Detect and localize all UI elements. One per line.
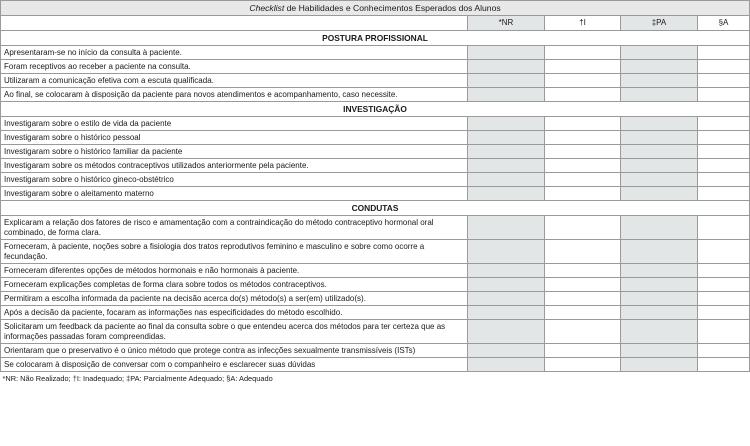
rating-cell-i[interactable] [545,117,621,131]
item-text: Investigaram sobre o histórico pessoal [1,131,468,145]
rating-cell-i[interactable] [545,88,621,102]
header-blank-cell [1,16,468,31]
rating-cell-a[interactable] [698,159,750,173]
rating-cell-pa[interactable] [621,173,698,187]
table-row [1,173,750,187]
rating-cell-i[interactable] [545,74,621,88]
rating-cell-pa[interactable] [621,216,698,240]
item-text: Investigaram sobre o histórico gineco-obstétrico [1,173,468,187]
rating-cell-a[interactable] [698,60,750,74]
rating-cell-a[interactable] [698,131,750,145]
rating-cell-i[interactable] [545,145,621,159]
table-row [1,358,750,372]
rating-cell-i[interactable] [545,264,621,278]
rating-cell-nr[interactable] [468,216,545,240]
rating-cell-pa[interactable] [621,145,698,159]
table-row [1,74,750,88]
table-row [1,320,750,344]
table-row [1,264,750,278]
section-heading: CONDUTAS [1,201,750,216]
rating-cell-nr[interactable] [468,159,545,173]
rating-cell-i[interactable] [545,187,621,201]
rating-cell-pa[interactable] [621,131,698,145]
table-title [1,1,750,16]
table-row [1,278,750,292]
column-header-pa: ‡PA [621,16,698,31]
item-text: Investigaram sobre o histórico familiar da paciente [1,145,468,159]
rating-cell-nr[interactable] [468,117,545,131]
table-row [1,344,750,358]
item-text: Ao final, se colocaram à disposição da paciente para novos atendimentos e acompanhamento, caso necessite. [1,88,468,102]
rating-cell-i[interactable] [545,60,621,74]
rating-cell-a[interactable] [698,306,750,320]
rating-cell-pa[interactable] [621,292,698,306]
rating-cell-nr[interactable] [468,74,545,88]
rating-cell-pa[interactable] [621,74,698,88]
rating-cell-a[interactable] [698,145,750,159]
rating-cell-pa[interactable] [621,358,698,372]
rating-cell-pa[interactable] [621,187,698,201]
rating-cell-pa[interactable] [621,60,698,74]
rating-cell-a[interactable] [698,117,750,131]
table-row [1,46,750,60]
rating-cell-nr[interactable] [468,306,545,320]
rating-cell-i[interactable] [545,320,621,344]
table-row [1,131,750,145]
rating-cell-pa[interactable] [621,46,698,60]
item-text: Após a decisão da paciente, focaram as informações nas especificidades do método escolhido. [1,306,468,320]
table-row [1,187,750,201]
item-text: Permitiram a escolha informada da paciente na decisão acerca do(s) método(s) a ser(em) utilizado(s). [1,292,468,306]
rating-cell-i[interactable] [545,131,621,145]
item-text: Forneceram explicações completas de forma clara sobre todos os métodos contraceptivos. [1,278,468,292]
rating-cell-a[interactable] [698,187,750,201]
rating-cell-a[interactable] [698,292,750,306]
rating-cell-pa[interactable] [621,240,698,264]
rating-cell-pa[interactable] [621,278,698,292]
rating-cell-i[interactable] [545,173,621,187]
table-row [1,159,750,173]
rating-cell-nr[interactable] [468,88,545,102]
table-row [1,88,750,102]
item-text: Solicitaram um feedback da paciente ao final da consulta sobre o que entendeu acerca dos métodos para ter certeza que as informações passadas foram compreendidas. [1,320,468,344]
item-text: Apresentaram-se no início da consulta à paciente. [1,46,468,60]
table-row [1,306,750,320]
rating-cell-a[interactable] [698,240,750,264]
rating-cell-nr[interactable] [468,240,545,264]
item-text: Investigaram sobre os métodos contraceptivos utilizados anteriormente pela paciente. [1,159,468,173]
rating-cell-a[interactable] [698,46,750,60]
rating-cell-a[interactable] [698,173,750,187]
table-row [1,117,750,131]
title-italic: Checklist [249,3,285,13]
rating-cell-i[interactable] [545,278,621,292]
rating-cell-pa[interactable] [621,306,698,320]
rating-cell-nr[interactable] [468,60,545,74]
table-row [1,292,750,306]
rating-cell-nr[interactable] [468,187,545,201]
column-header-a: §A [698,16,750,31]
rating-cell-pa[interactable] [621,344,698,358]
rating-cell-pa[interactable] [621,88,698,102]
table-row [1,145,750,159]
item-text: Utilizaram a comunicação efetiva com a escuta qualificada. [1,74,468,88]
rating-cell-pa[interactable] [621,264,698,278]
rating-cell-pa[interactable] [621,117,698,131]
rating-cell-a[interactable] [698,320,750,344]
table-row [1,240,750,264]
section-heading: POSTURA PROFISSIONAL [1,31,750,46]
section-heading: INVESTIGAÇÃO [1,102,750,117]
rating-cell-nr[interactable] [468,292,545,306]
item-text: Forneceram, à paciente, noções sobre a fisiologia dos tratos reprodutivos feminino e masculino e sobre como ocorre a fecundação. [1,240,468,264]
rating-cell-nr[interactable] [468,145,545,159]
item-text: Se colocaram à disposição de conversar com o companheiro e esclarecer suas dúvidas [1,358,468,372]
rating-cell-nr[interactable] [468,264,545,278]
rating-cell-pa[interactable] [621,320,698,344]
rating-cell-i[interactable] [545,46,621,60]
rating-cell-nr[interactable] [468,173,545,187]
rating-cell-nr[interactable] [468,278,545,292]
rating-cell-nr[interactable] [468,46,545,60]
rating-cell-i[interactable] [545,344,621,358]
item-text: Investigaram sobre o estilo de vida da paciente [1,117,468,131]
title-rest: de Habilidades e Conhecimentos Esperados dos Alunos [284,3,501,13]
item-text: Forneceram diferentes opções de métodos hormonais e não hormonais à paciente. [1,264,468,278]
column-header-nr: *NR [468,16,545,31]
rating-cell-nr[interactable] [468,358,545,372]
column-header-i: †I [545,16,621,31]
rating-cell-a[interactable] [698,278,750,292]
rating-cell-i[interactable] [545,292,621,306]
rating-cell-a[interactable] [698,74,750,88]
item-text: Orientaram que o preservativo é o único método que protege contra as infecções sexualmente transmissíveis (ISTs) [1,344,468,358]
item-text: Investigaram sobre o aleitamento materno [1,187,468,201]
rating-cell-a[interactable] [698,344,750,358]
table-row [1,216,750,240]
item-text: Foram receptivos ao receber a paciente na consulta. [1,60,468,74]
item-text: Explicaram a relação dos fatores de risco e amamentação com a contraindicação do método contraceptivo hormonal oral combinado, de forma clara. [1,216,468,240]
rating-cell-i[interactable] [545,240,621,264]
table-row [1,60,750,74]
rating-cell-nr[interactable] [468,131,545,145]
rating-cell-i[interactable] [545,159,621,173]
footnote: *NR: Não Realizado; †I: Inadequado; ‡PA: Parcialmente Adequado; §A: Adequado [2,374,273,383]
rating-cell-a[interactable] [698,88,750,102]
rating-cell-pa[interactable] [621,159,698,173]
rating-cell-a[interactable] [698,358,750,372]
rating-cell-i[interactable] [545,358,621,372]
rating-cell-nr[interactable] [468,344,545,358]
rating-cell-i[interactable] [545,216,621,240]
rating-cell-a[interactable] [698,264,750,278]
rating-cell-nr[interactable] [468,320,545,344]
rating-cell-i[interactable] [545,306,621,320]
rating-cell-a[interactable] [698,216,750,240]
